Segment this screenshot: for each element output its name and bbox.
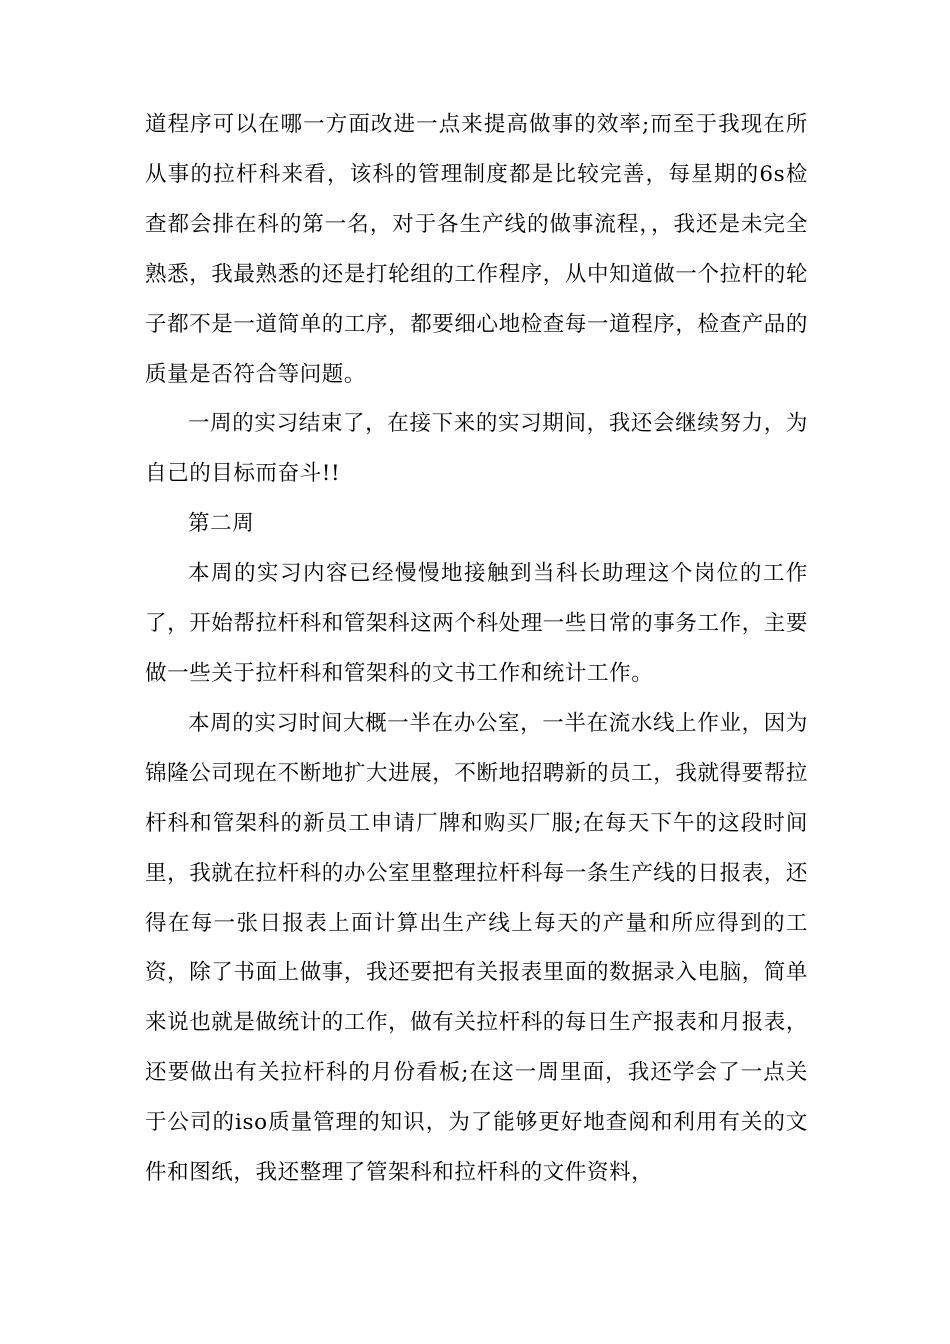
section-heading-week-two: 第二周 [188, 511, 255, 537]
paragraph-week-two-intro: 本周的实习内容已经慢慢地接触到当科长助理这个岗位的工作了，开始帮拉杆科和管架科这两个科处理一些日常的事务工作，主要做一些关于拉杆科和管架科的文书工作和统计工作。 [145, 561, 809, 686]
document-body [145, 100, 808, 1198]
paragraph-week-two-details: 本周的实习时间大概一半在办公室，一半在流水线上作业，因为锦隆公司现在不断地扩大进展，不断地招聘新的员工，我就得要帮拉杆科和管架科的新员工申请厂牌和购买厂服;在每天下午的这段时间里，我就在拉杆科的办公室里整理拉杆科每一条生产线的日报表，还得在每一张日报表上面计算出生产线上每天的产量和所应得到的工资，除了书面上做事，我还要把有关报表里面的数据录入电脑，简单来说也就是做统计的工作，做有关拉杆科的每日生产报表和月报表，还要做出有关拉杆科的月份看板;在这一周里面，我还学会了一点关于公司的iso质量管理的知识，为了能够更好地查阅和利用有关的文件和图纸，我还整理了管架科和拉杆科的文件资料， [145, 710, 809, 1186]
paragraph-continuation: 道程序可以在哪一方面改进一点来提高做事的效率;而至于我现在所从事的拉杆科来看，该科的管理制度都是比较完善，每星期的6s检查都会排在科的第一名，对于各生产线的做事流程，，我还是未完全熟悉，我最熟悉的还是打轮组的工作程序，从中知道做一个拉杆的轮子都不是一道简单的工序，都要细心地检查每一道程序，检查产品的质量是否符合等问题。 [145, 112, 809, 387]
paragraph-week-one-conclusion: 一周的实习结束了，在接下来的实习期间，我还会继续努力，为自己的目标而奋斗!! [145, 411, 808, 487]
